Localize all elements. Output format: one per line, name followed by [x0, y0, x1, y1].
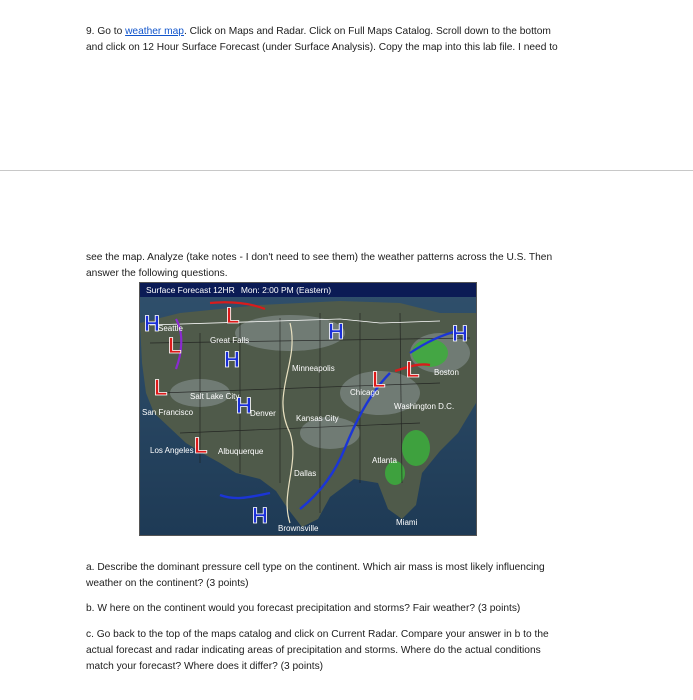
map-graphic	[140, 283, 476, 535]
question-9-line-2: and click on 12 Hour Surface Forecast (under Surface Analysis). Copy the map into this lab file. I need to	[86, 42, 558, 53]
low-pressure-symbol: L	[226, 303, 240, 328]
city-label-seattle: Seattle	[158, 324, 183, 333]
question-b-line-1: b. W here on the continent would you forecast precipitation and storms? Fair weather? (3 points)	[86, 603, 521, 614]
weather-map-link[interactable]: weather map	[125, 26, 184, 37]
low-pressure-symbol: L	[406, 357, 420, 382]
low-pressure-symbol: L	[154, 375, 168, 400]
low-pressure-symbol: L	[168, 333, 182, 358]
city-label-albuquerque: Albuquerque	[218, 447, 264, 456]
question-a-line-2: weather on the continent? (3 points)	[86, 578, 249, 589]
question-9-line-1	[86, 24, 606, 40]
high-pressure-symbol: H	[252, 503, 268, 528]
city-label-san-francisco: San Francisco	[142, 408, 194, 417]
question-9-text	[86, 24, 606, 56]
question-9-continued	[86, 250, 606, 282]
city-label-great-falls: Great Falls	[210, 336, 250, 345]
page-break-divider	[0, 170, 693, 171]
city-label-chicago: Chicago	[350, 388, 380, 397]
question-c-line-3: match your forecast? Where does it differ? (3 points)	[86, 661, 324, 672]
city-label-minneapolis: Minneapolis	[292, 364, 335, 373]
question-number: 9. Go to	[86, 26, 126, 37]
question-a	[86, 560, 606, 592]
question-c	[86, 627, 606, 675]
question-9-line-1-rest: . Click on Maps and Radar. Click on Full Maps Catalog. Scroll down to the bottom	[183, 26, 551, 37]
surface-forecast-map	[139, 282, 477, 536]
question-b	[86, 601, 606, 617]
high-pressure-symbol: H	[236, 393, 252, 418]
map-timestamp: Mon: 2:00 PM (Eastern)	[240, 285, 332, 295]
high-pressure-symbol: H	[224, 347, 240, 372]
city-label-miami: Miami	[396, 518, 418, 527]
question-9-line-4: answer the following questions.	[86, 268, 228, 279]
map-header-bar	[140, 283, 476, 297]
question-a-line-1: a. Describe the dominant pressure cell type on the continent. Which air mass is most likely influencing	[86, 562, 545, 573]
high-pressure-symbol: H	[144, 311, 160, 336]
question-9-line-3: see the map. Analyze (take notes - I don't need to see them) the weather patterns across the U.S. Then	[86, 252, 553, 263]
high-pressure-symbol: H	[452, 321, 468, 346]
high-pressure-symbol: H	[328, 319, 344, 344]
question-c-line-1: c. Go back to the top of the maps catalog and click on Current Radar. Compare your answer in b to the	[86, 629, 549, 640]
city-label-los-angeles: Los Angeles	[150, 446, 194, 455]
city-label-kansas-city: Kansas City	[296, 414, 339, 423]
map-title: Surface Forecast 12HR	[146, 285, 235, 295]
city-label-washington: Washington D.C.	[394, 402, 455, 411]
city-label-dallas: Dallas	[294, 469, 317, 478]
low-pressure-symbol: L	[194, 433, 208, 458]
low-pressure-symbol: L	[372, 367, 386, 392]
city-label-salt-lake-city: Salt Lake City	[190, 392, 240, 401]
city-label-brownsville: Brownsville	[278, 524, 319, 533]
city-label-atlanta: Atlanta	[372, 456, 397, 465]
city-label-denver: Denver	[250, 409, 276, 418]
question-c-line-2: actual forecast and radar indicating areas of precipitation and storms. Where do the actual conditions	[86, 645, 541, 656]
city-label-boston: Boston	[434, 368, 459, 377]
